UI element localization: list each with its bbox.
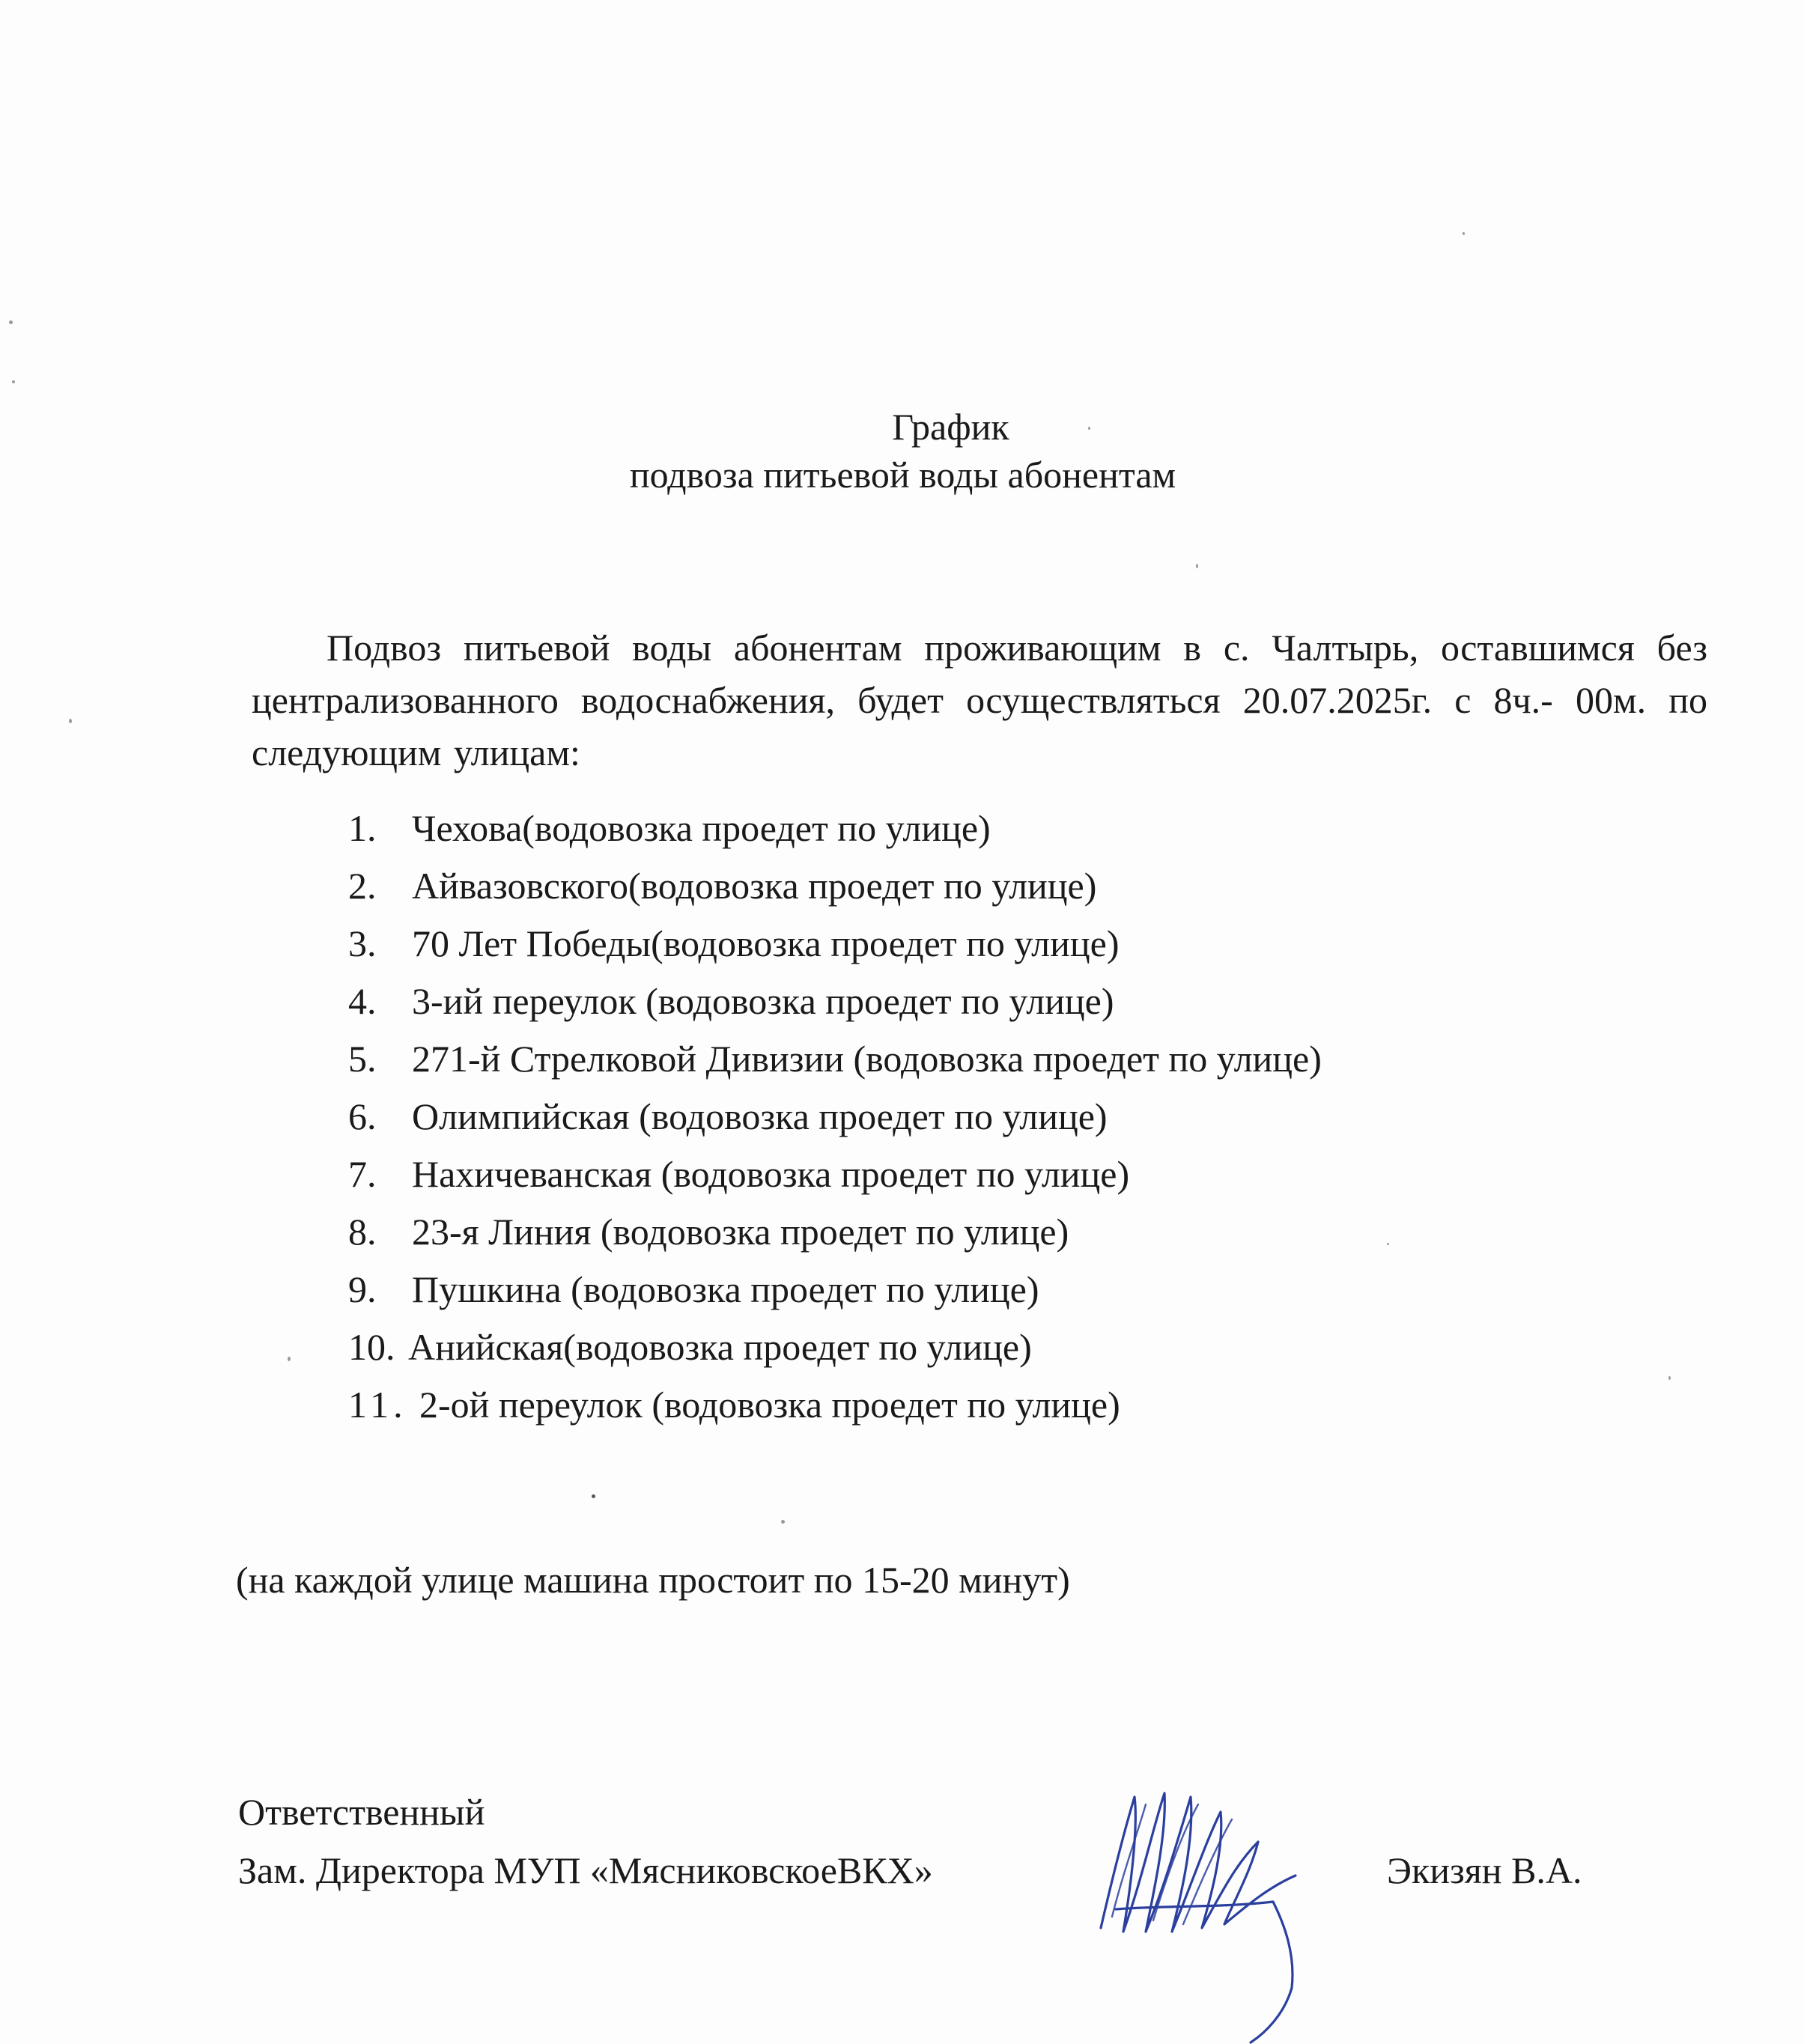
list-item-text: 23-я Линия (водовозка проедет по улице) bbox=[412, 1211, 1069, 1253]
list-item-text: Чехова(водовозка проедет по улице) bbox=[412, 807, 991, 849]
scan-speck bbox=[781, 1520, 785, 1524]
list-item-number: 10. bbox=[348, 1326, 395, 1368]
intro-paragraph: Подвоз питьевой воды абонентам проживающим в с. Чалтырь, оставшимся без централизованного водоснабжения, будет осуществляться 20.07.2025г. с 8ч.- 00м. по следующим улицам: bbox=[252, 627, 1707, 773]
scan-speck bbox=[69, 719, 72, 723]
responsible-label: Ответственный bbox=[238, 1791, 485, 1833]
list-item-text: Олимпийская (водовозка проедет по улице) bbox=[412, 1095, 1108, 1137]
scan-speck bbox=[12, 380, 15, 383]
list-item-text: 271-й Стрелковой Дивизии (водовозка проедет по улице) bbox=[412, 1038, 1322, 1080]
document-subtitle: подвоза питьевой воды абонентам bbox=[629, 454, 1176, 496]
scan-speck bbox=[592, 1494, 595, 1498]
list-item-number: 5. bbox=[348, 1038, 377, 1080]
list-item-number: 11. bbox=[348, 1384, 407, 1426]
list-item bbox=[348, 1030, 1322, 1088]
document-title-block bbox=[0, 403, 1804, 499]
scan-speck bbox=[1387, 1243, 1389, 1245]
list-item-text: Айвазовского(водовозка проедет по улице) bbox=[412, 865, 1097, 907]
list-item bbox=[348, 800, 1322, 857]
signer-position: Зам. Директора МУП «МясниковскоеВКХ» bbox=[238, 1849, 933, 1891]
list-item bbox=[348, 1318, 1322, 1376]
scan-speck bbox=[1463, 232, 1465, 235]
scan-speck bbox=[9, 320, 13, 324]
scan-speck bbox=[1668, 1376, 1671, 1380]
document-title: График bbox=[892, 406, 1009, 448]
scan-speck bbox=[1196, 564, 1198, 568]
list-item bbox=[348, 1261, 1322, 1318]
duration-note: (на каждой улице машина простоит по 15-20 минут) bbox=[236, 1559, 1070, 1601]
list-item-number: 1. bbox=[348, 807, 377, 849]
list-item bbox=[348, 1146, 1322, 1203]
list-item-text: Нахичеванская (водовозка проедет по улице) bbox=[412, 1153, 1130, 1195]
list-item-number: 7. bbox=[348, 1153, 377, 1195]
list-item-text: 2-ой переулок (водовозка проедет по улице) bbox=[419, 1384, 1120, 1426]
list-item-number: 2. bbox=[348, 865, 377, 907]
street-list bbox=[348, 800, 1322, 1434]
list-item-number: 6. bbox=[348, 1095, 377, 1137]
list-item-text: Анийская(водовозка проедет по улице) bbox=[408, 1326, 1032, 1368]
list-item-number: 3. bbox=[348, 922, 377, 964]
list-item bbox=[348, 915, 1322, 973]
scan-speck bbox=[288, 1357, 291, 1361]
list-item-text: 3-ий переулок (водовозка проедет по улице) bbox=[412, 980, 1114, 1022]
list-item-text: Пушкина (водовозка проедет по улице) bbox=[412, 1268, 1039, 1310]
list-item bbox=[348, 973, 1322, 1030]
list-item bbox=[348, 857, 1322, 915]
list-item bbox=[348, 1088, 1322, 1146]
list-item-text: 70 Лет Победы(водовозка проедет по улице) bbox=[412, 922, 1120, 964]
handwritten-signature bbox=[1071, 1774, 1340, 2044]
list-item bbox=[348, 1203, 1322, 1261]
list-item bbox=[348, 1376, 1322, 1434]
signer-name: Экизян В.А. bbox=[1387, 1849, 1582, 1891]
list-item-number: 8. bbox=[348, 1211, 377, 1253]
list-item-number: 9. bbox=[348, 1268, 377, 1310]
list-item-number: 4. bbox=[348, 980, 377, 1022]
